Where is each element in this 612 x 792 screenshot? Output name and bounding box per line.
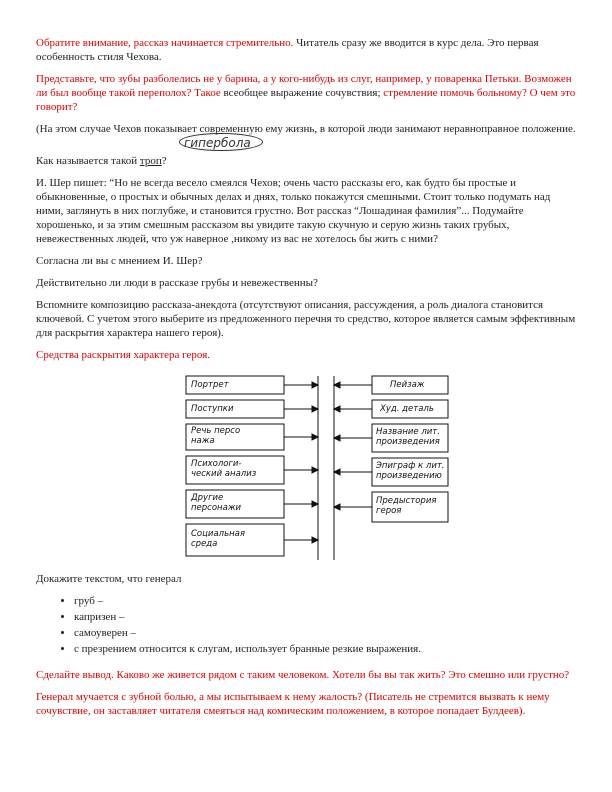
paragraph-rude-question: Действительно ли люди в рассказе грубы и невежественны? xyxy=(36,277,318,289)
diagram-left-psych: Психологи-ческий анализ xyxy=(191,459,257,479)
list-item: • с презрением относится к слугам, использует бранные резкие выражения. xyxy=(74,642,576,656)
paragraph-trope-question xyxy=(36,136,576,168)
paragraph-prove: Докажите текстом, что генерал xyxy=(36,573,182,585)
list-item: • капризен – xyxy=(74,610,576,624)
trope-suffix: ? xyxy=(161,155,167,167)
paragraph-pity-question: Генерал мучается с зубной болью, а мы испытываем к нему жалость? (Писатель не стремится вызвать к нему сочувствие, он заставляет читателя смеяться над комическим положением, в которое попадает Булдеев). xyxy=(36,691,550,717)
paragraph-imagine xyxy=(36,72,576,114)
list-item: • груб – xyxy=(74,594,576,608)
document-page xyxy=(36,36,576,726)
diagram-left-others: Другие персонажи xyxy=(191,493,242,513)
diagram-left-social: Социальная среда xyxy=(191,529,245,549)
paragraph-intro xyxy=(36,36,576,64)
intro-black-text: Читатель сразу же вводится в курс дела. Это первая особенность стиля Чехова. xyxy=(36,37,539,63)
trope-link[interactable]: троп xyxy=(139,155,162,167)
diagram-left-actions: Поступки xyxy=(191,404,234,414)
diagram-left-speech: Речь персо нажа xyxy=(191,426,241,446)
imagine-black-text: всеобщее выражение сочувствия; xyxy=(220,87,381,99)
means-diagram xyxy=(36,370,576,566)
imagine-red-text-2: стремление помочь больному? О чем это говорит? xyxy=(36,87,576,113)
paragraph-sher-quote: И. Шер пишет: “Но не всегда весело смеялся Чехов; очень часто рассказы его, как будто бы простые и обыкновенные, о простых и обычных делах и днях, только покажутся смешными. Стоит только подумать над ними, заглянуть в них поглубже, и становится грустно. Вот рассказ “Лошадиная фамилия”... Подумайте хорошенько, и за этим смешным рассказом вы увидите такую скучную и серую жизнь таких грубых, невежественных людей, что уж наверное ,никому из вас не хотелось бы жить с ними? xyxy=(36,177,551,245)
trope-prefix: Как называется такой xyxy=(36,155,140,167)
paragraph-agree-question: Согласна ли вы с мнением И. Шер? xyxy=(36,255,203,267)
diagram-left-portrait: Портрет xyxy=(191,380,229,390)
intro-red-text: Обратите внимание, рассказ начинается стремительно. xyxy=(36,37,294,49)
imagine-red-text: Представьте, что зубы разболелись не у барина, а у кого-нибудь из слуг, например, у поваренка Петьки. Возможен ли был вообще такой переполох? Такое xyxy=(36,73,572,99)
diagram-right-epigraph: Эпиграф к лит. произведению xyxy=(376,461,445,481)
handwritten-answer: гипербола xyxy=(184,136,251,150)
list-item: • самоуверен – xyxy=(74,626,576,640)
paragraph-means-heading: Средства раскрытия характера героя. xyxy=(36,349,211,361)
paragraph-explanation: (На этом случае Чехов показывает современную ему жизнь, в которой люди занимают неравноправное положение. xyxy=(36,123,576,135)
diagram-right-landscape: Пейзаж xyxy=(390,380,425,390)
paragraph-composition: Вспомните композицию рассказа-анекдота (отсутствуют описания, рассуждения, а роль диалога становится ключевой. С учетом этого выберите из предложенного перечня то средство, которое является самым эффективным для раскрытия характера нашего героя). xyxy=(36,299,576,339)
diagram-right-title: Название лит. произведения xyxy=(376,427,440,447)
paragraph-conclusion: Сделайте вывод. Каково же живется рядом с таким человеком. Хотели бы вы так жить? Это смешно или грустно? xyxy=(36,669,570,681)
diagram-right-backstory: Предыстория героя xyxy=(376,496,437,516)
diagram-lines xyxy=(36,370,576,566)
traits-list xyxy=(36,594,576,656)
diagram-right-detail: Худ. деталь xyxy=(380,404,434,414)
